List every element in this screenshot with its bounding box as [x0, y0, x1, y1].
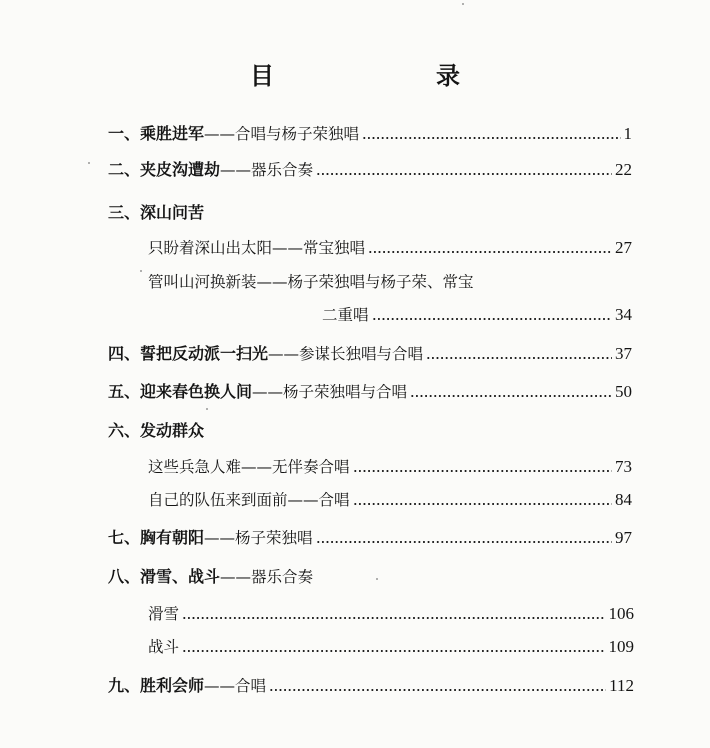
entry-heading: 二、夹皮沟遭劫	[108, 160, 221, 179]
dot-leader	[182, 650, 605, 652]
page-number: 112	[609, 676, 634, 695]
toc-entry[interactable]	[108, 376, 632, 402]
page-number: 22	[615, 160, 632, 179]
entry-heading: 六、发动群众	[108, 421, 205, 440]
entry-heading: 三、深山问苦	[108, 203, 205, 222]
dot-leader	[353, 470, 612, 472]
entry-subtitle: 战斗	[148, 638, 180, 656]
entry-subtitle: 管叫山河换新装——杨子荣独唱与杨子荣、常宝	[148, 273, 474, 291]
dot-leader	[372, 318, 612, 320]
page-title: 目 录	[250, 62, 498, 90]
entry-heading: 七、胸有朝阳	[108, 528, 205, 547]
page-number: 27	[615, 238, 632, 257]
entry-subtitle: 滑雪	[148, 605, 180, 623]
dot-leader	[362, 137, 620, 139]
entry-subtitle: 只盼着深山出太阳——常宝独唱	[148, 239, 366, 257]
entry-heading: 九、胜利会师	[108, 676, 205, 695]
toc-entry[interactable]	[108, 154, 632, 180]
entry-subtitle: 这些兵急人难——无伴奏合唱	[148, 458, 350, 476]
entry-subtitle: ——器乐合奏	[220, 568, 314, 586]
toc-entry[interactable]	[148, 266, 632, 292]
page-number: 50	[615, 382, 632, 401]
page-number: 106	[608, 604, 634, 623]
toc-section-heading[interactable]	[108, 197, 632, 223]
print-speck	[462, 3, 464, 5]
page-number: 73	[615, 457, 632, 476]
entry-subtitle: ——合唱与杨子荣独唱	[204, 125, 360, 143]
toc-section-heading[interactable]	[108, 415, 632, 441]
dot-leader	[426, 357, 612, 359]
page-number: 1	[623, 124, 632, 143]
toc-entry[interactable]	[108, 522, 632, 548]
entry-subtitle: ——合唱	[204, 677, 267, 695]
entry-heading: 五、迎来春色换人间	[108, 382, 253, 401]
page-number: 84	[615, 490, 632, 509]
toc-entry[interactable]	[148, 232, 632, 258]
dot-leader	[353, 503, 612, 505]
entry-subtitle: ——杨子荣独唱与合唱	[252, 383, 408, 401]
entry-subtitle: ——杨子荣独唱	[204, 529, 313, 547]
dot-leader	[410, 395, 612, 397]
toc-entry[interactable]	[148, 598, 634, 624]
toc-entry[interactable]	[148, 451, 632, 477]
toc-entry[interactable]	[148, 631, 634, 657]
dot-leader	[182, 617, 605, 619]
page-number: 109	[608, 637, 634, 656]
dot-leader	[316, 173, 612, 175]
toc-entry-continuation[interactable]	[322, 299, 632, 325]
entry-heading: 一、乘胜进军	[108, 124, 205, 143]
toc-entry[interactable]	[148, 484, 632, 510]
entry-subtitle: 二重唱	[322, 306, 369, 324]
print-speck	[206, 408, 208, 410]
entry-subtitle: ——器乐合奏	[220, 161, 314, 179]
page-number: 34	[615, 305, 632, 324]
toc-entry[interactable]	[108, 670, 634, 696]
dot-leader	[368, 251, 612, 253]
entry-heading: 八、滑雪、战斗	[108, 567, 221, 586]
dot-leader	[316, 541, 612, 543]
entry-heading: 四、誓把反动派一扫光	[108, 344, 269, 363]
print-speck	[376, 578, 378, 580]
toc-entry[interactable]	[108, 118, 632, 144]
page-number: 97	[615, 528, 632, 547]
print-speck	[88, 162, 90, 164]
entry-subtitle: 自己的队伍来到面前——合唱	[148, 491, 350, 509]
toc-entry[interactable]	[108, 338, 632, 364]
dot-leader	[269, 689, 606, 691]
toc-section-heading[interactable]	[108, 561, 632, 587]
page-number: 37	[615, 344, 632, 363]
print-speck	[140, 270, 142, 272]
entry-subtitle: ——参谋长独唱与合唱	[268, 345, 424, 363]
